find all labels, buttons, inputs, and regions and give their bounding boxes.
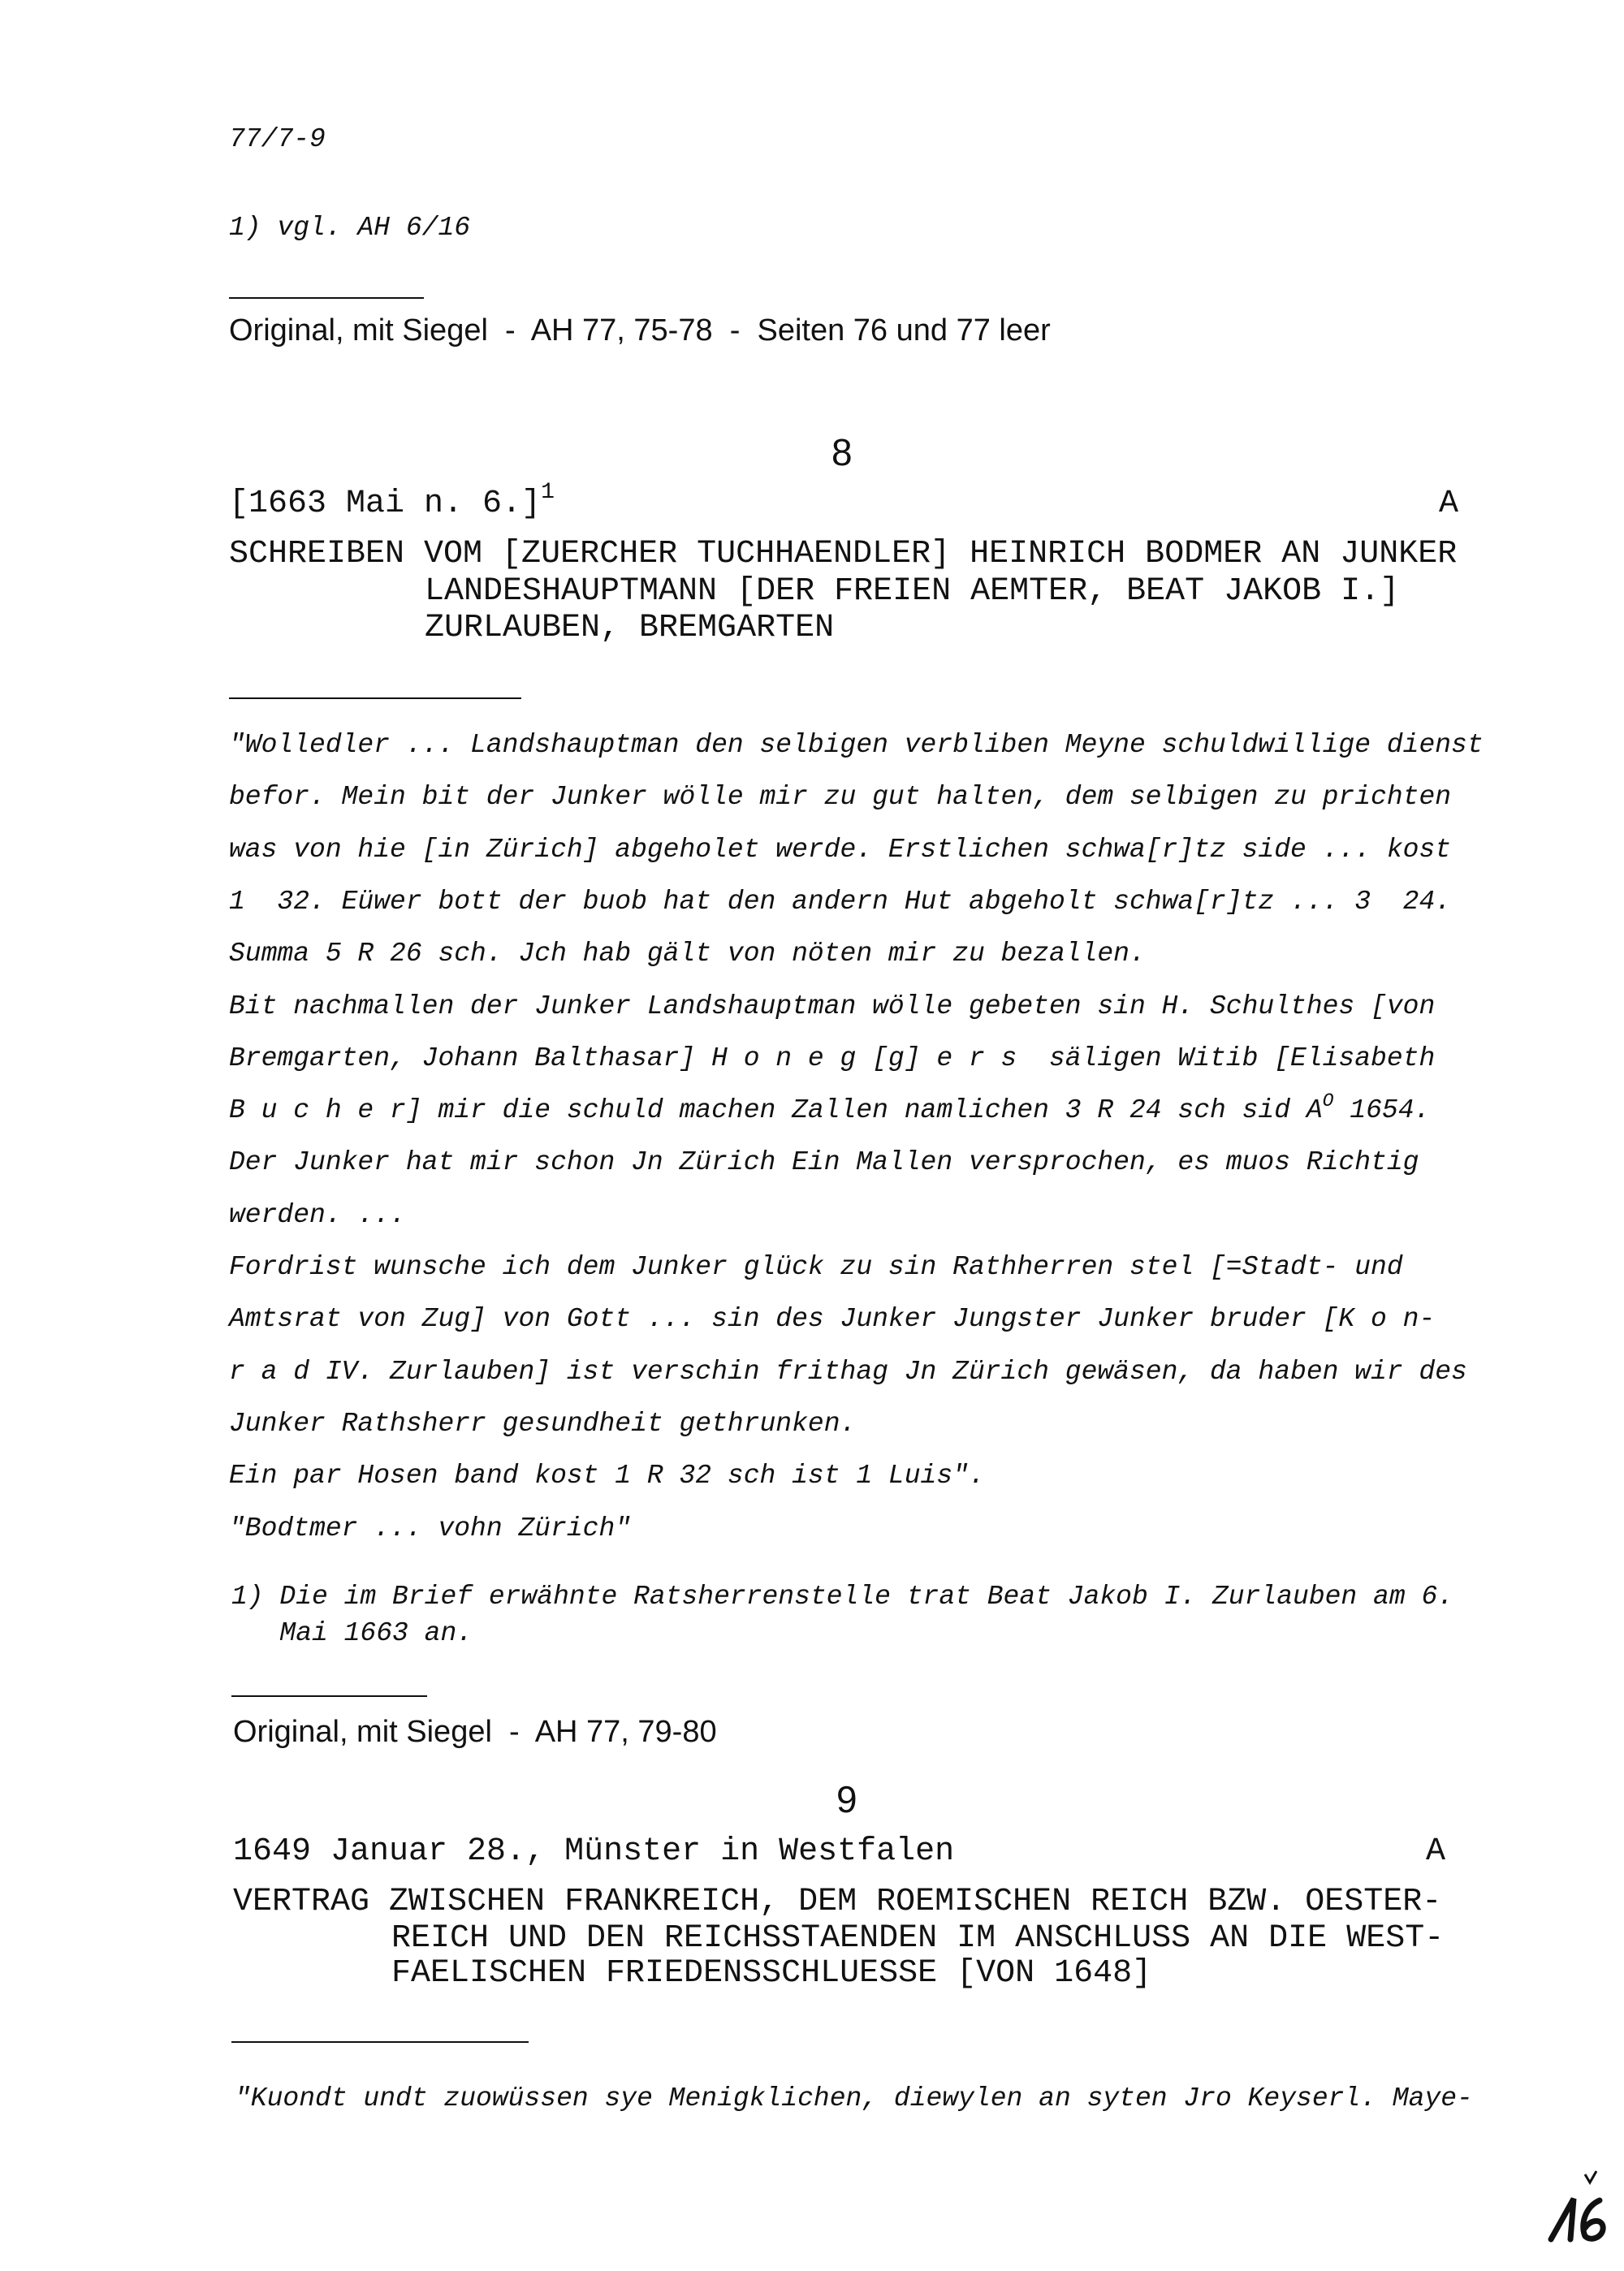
source-note: Original, mit Siegel - AH 77, 79-80: [233, 1715, 717, 1749]
body-line-tail: 1654.: [1333, 1095, 1431, 1126]
body-line: [229, 782, 1452, 813]
source-note: Original, mit Siegel - AH 77, 75-78 - Seiten 76 und 77 leer: [229, 313, 1051, 348]
divider: [229, 697, 521, 699]
category-mark: A: [1439, 486, 1459, 522]
body-line-text: 1 32. Eüwer bott der buob hat den andern Hut abgeholt schwa[r]tz ... 3 24.: [229, 886, 1452, 917]
document-number: 9: [836, 1778, 857, 1820]
document-date: [229, 480, 555, 522]
body-line-text: Fordrist wunsche ich dem Junker glück zu sin Rathherren stel [=Stadt- und: [229, 1252, 1403, 1282]
date-text: [1663 Mai n. 6.]: [229, 486, 542, 522]
body-line-text: Summa 5 R 26 sch. Jch hab gält von nöten mir zu bezallen.: [229, 939, 1146, 969]
document-title-line: VERTRAG ZWISCHEN FRANKREICH, DEM ROEMISCHEN REICH BZW. OESTER-: [233, 1884, 1442, 1920]
body-line: [229, 1149, 1419, 1176]
body-line-text: Bit nachmallen der Junker Landshauptman wölle gebeten sin H. Schulthes [von: [229, 991, 1436, 1021]
body-line: [229, 1254, 1403, 1280]
body-line: "Kuondt undt zuowüssen sye Menigklichen, diewylen an syten Jro Keyserl. Maye-: [235, 2083, 1473, 2113]
body-line-text: werden. ...: [229, 1199, 406, 1230]
handwritten-page-mark: [1543, 2168, 1616, 2249]
body-line-text: Der Junker hat mir schon Jn Zürich Ein Mallen versprochen, es muos Richtig: [229, 1147, 1419, 1178]
document-title-line: ZURLAUBEN, BREMGARTEN: [425, 610, 835, 646]
body-line-text: Junker Rathsherr gesundheit gethrunken.: [229, 1408, 857, 1439]
document-title-line: LANDESHAUPTMANN [DER FREIEN AEMTER, BEAT JAKOB I.]: [425, 573, 1400, 610]
footnote-marker: 1: [541, 480, 555, 506]
document-title-line: FAELISCHEN FRIEDENSSCHLUESSE [VON 1648]: [391, 1955, 1152, 1992]
body-line: [229, 1045, 1435, 1072]
footnote-line: Mai 1663 an.: [231, 1618, 473, 1648]
body-line: [229, 993, 1435, 1020]
category-mark: A: [1426, 1833, 1446, 1870]
body-line-text: was von hie [in Zürich] abgeholet werde. Erstlichen schwa[r]tz side ... kost: [229, 834, 1452, 865]
body-line: [229, 888, 1451, 915]
body-line-text: r a d IV. Zurlauben] ist verschin frithag Jn Zürich gewäsen, da haben wir des: [229, 1356, 1467, 1387]
previous-footnote: 1) vgl. AH 6/16: [229, 213, 471, 243]
document-date: 1649 Januar 28., Münster in Westfalen: [233, 1833, 955, 1870]
divider: [231, 1695, 427, 1697]
superscript: O: [1322, 1090, 1334, 1112]
body-line: [229, 1358, 1467, 1385]
document-title-line: REICH UND DEN REICHSSTAENDEN IM ANSCHLUSS AN DIE WEST-: [391, 1920, 1445, 1957]
body-line: [229, 940, 1146, 967]
body-line: [229, 1461, 985, 1492]
body-line-text: "Bodtmer ... vohn Zürich": [229, 1513, 632, 1544]
body-line: [229, 732, 1484, 758]
body-line: [229, 836, 1451, 863]
body-line-text: befor. Mein bit der Junker wölle mir zu gut halten, dem selbigen zu prichten: [229, 782, 1452, 813]
body-line-text: Amtsrat von Zug] von Gott ... sin des Junker Jungster Junker bruder [K o n-: [229, 1304, 1436, 1335]
body-line-text: Ein par Hosen band kost 1 R 32 sch ist 1 Luis".: [229, 1461, 985, 1492]
footnote-line: 1) Die im Brief erwähnte Ratsherrenstelle trat Beat Jakob I. Zurlauben am 6.: [231, 1582, 1454, 1612]
body-line: [229, 1199, 406, 1230]
body-line-text: B u c h e r] mir die schuld machen Zallen namlichen 3 R 24 sch sid A: [229, 1095, 1323, 1126]
body-line: [229, 1304, 1436, 1335]
page-reference: 77/7-9: [229, 124, 326, 154]
document-number: 8: [831, 431, 853, 473]
divider: [229, 297, 424, 299]
document-title-line: SCHREIBEN VOM [ZUERCHER TUCHHAENDLER] HEINRICH BODMER AN JUNKER: [229, 536, 1458, 572]
divider: [231, 2041, 529, 2043]
body-line-text: "Wolledler ... Landshauptman den selbigen verbliben Meyne schuldwillige dienst: [229, 730, 1484, 760]
body-line: [229, 1515, 631, 1542]
body-line-text: Bremgarten, Johann Balthasar] H o n e g [g] e r s säligen Witib [Elisabeth: [229, 1043, 1436, 1073]
body-line: [229, 1410, 856, 1437]
body-line: [229, 1090, 1431, 1126]
